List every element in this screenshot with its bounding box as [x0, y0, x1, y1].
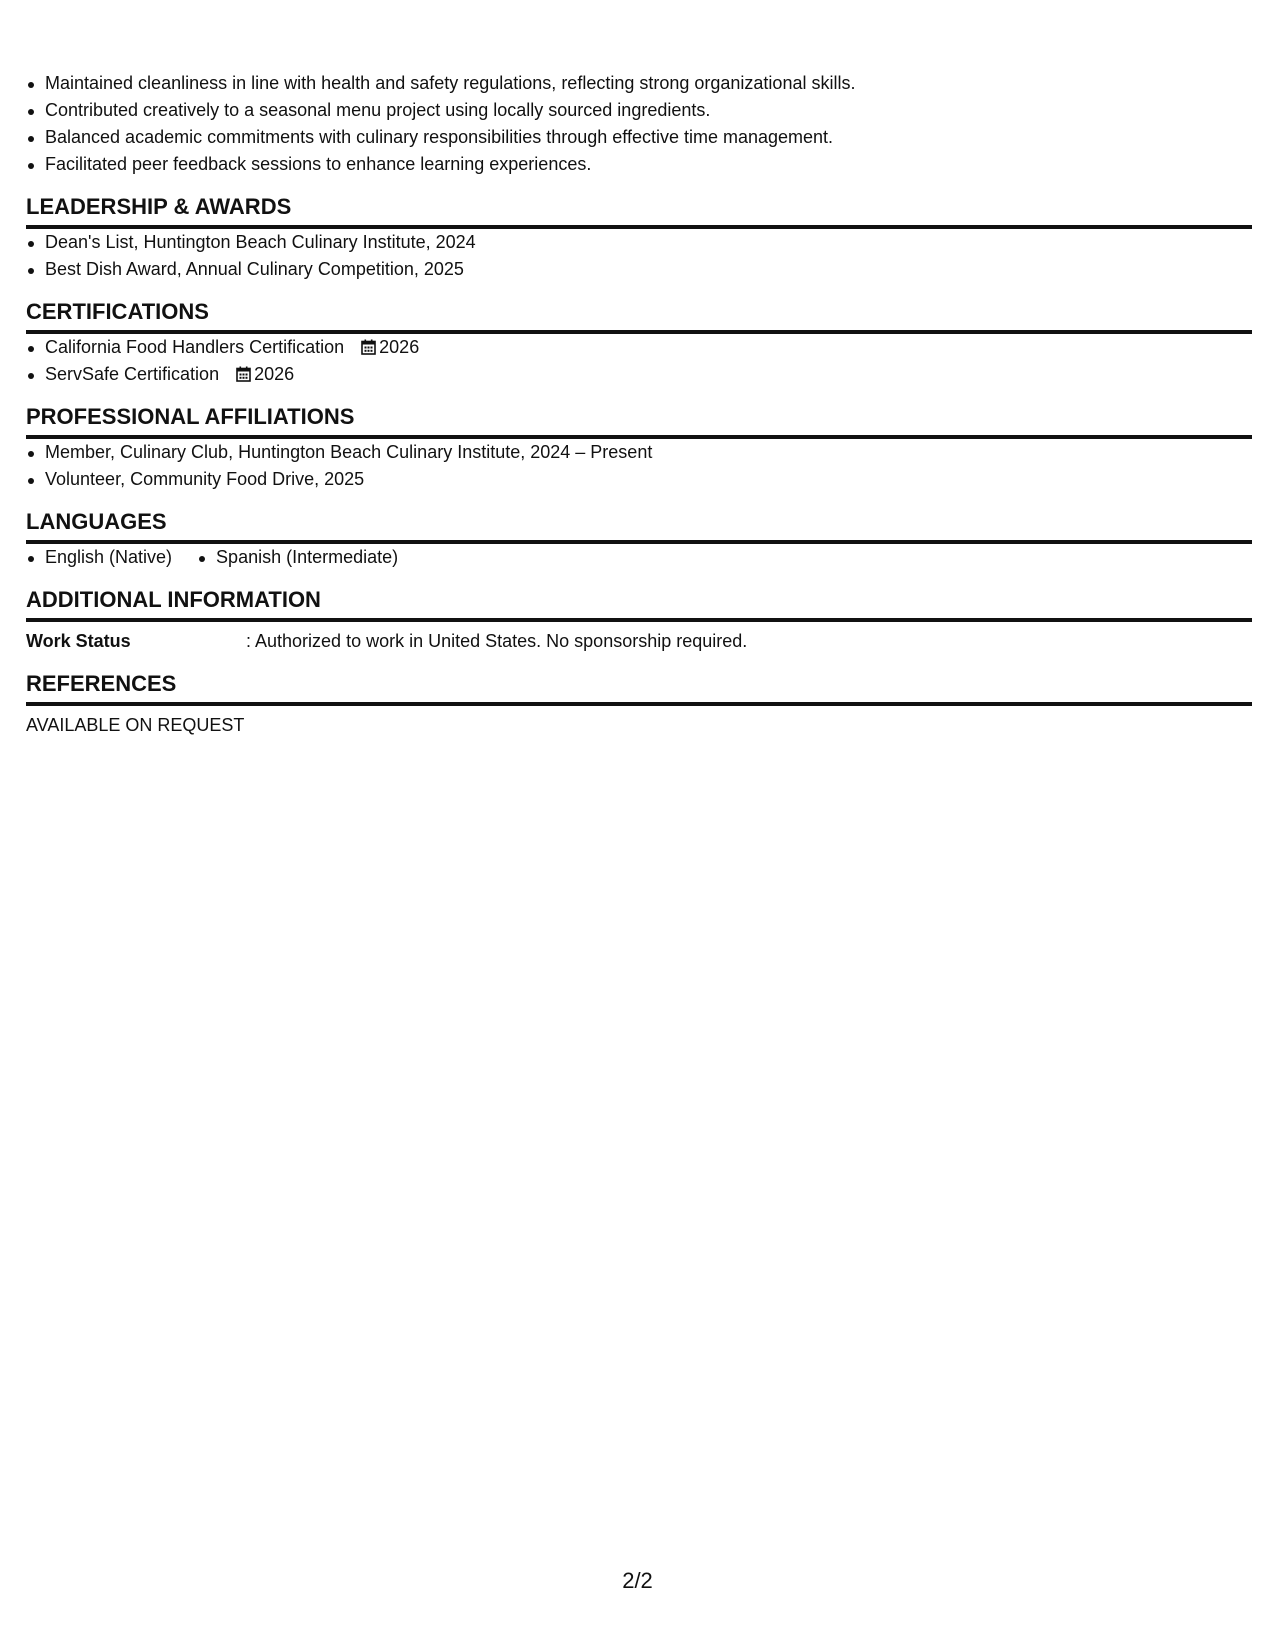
list-item: Facilitated peer feedback sessions to enhance learning experiences.: [26, 151, 1252, 178]
additional-info-section: [26, 585, 1252, 655]
references-text: AVAILABLE ON REQUEST: [26, 715, 245, 735]
calendar-icon: [236, 366, 251, 382]
work-status-value: : Authorized to work in United States. No sponsorship required.: [246, 631, 748, 651]
list-item: Member, Culinary Club, Huntington Beach Culinary Institute, 2024 – Present: [26, 439, 1252, 466]
list-item: Best Dish Award, Annual Culinary Competition, 2025: [26, 256, 1252, 283]
certifications-section: [26, 297, 1252, 388]
experience-continued-list: [26, 70, 1252, 178]
leadership-section: [26, 192, 1252, 283]
list-item: Maintained cleanliness in line with health and safety regulations, reflecting strong organizational skills.: [26, 70, 1252, 97]
list-item: Spanish (Intermediate): [197, 544, 398, 571]
certifications-list: [26, 334, 1252, 388]
section-title-additional: ADDITIONAL INFORMATION: [26, 585, 1252, 622]
list-item: Contributed creatively to a seasonal menu project using locally sourced ingredients.: [26, 97, 1252, 124]
list-item: English (Native): [26, 544, 172, 571]
work-status-label: Work Status: [26, 631, 131, 651]
section-title-leadership: LEADERSHIP & AWARDS: [26, 192, 1252, 229]
languages-list: [26, 544, 1252, 571]
list-item: Dean's List, Huntington Beach Culinary Institute, 2024: [26, 229, 1252, 256]
certification-name: California Food Handlers Certification: [45, 337, 345, 357]
certification-name: ServSafe Certification: [45, 364, 220, 384]
list-item: Volunteer, Community Food Drive, 2025: [26, 466, 1252, 493]
certification-year: 2026: [254, 364, 295, 384]
section-title-references: REFERENCES: [26, 669, 1252, 706]
leadership-list: [26, 229, 1252, 283]
section-title-affiliations: PROFESSIONAL AFFILIATIONS: [26, 402, 1252, 439]
calendar-icon: [361, 339, 376, 355]
affiliations-list: [26, 439, 1252, 493]
affiliations-section: [26, 402, 1252, 493]
list-item: [26, 334, 1252, 361]
languages-section: [26, 507, 1252, 571]
list-item: Balanced academic commitments with culinary responsibilities through effective time management.: [26, 124, 1252, 151]
references-section: [26, 669, 1252, 739]
resume-page: [26, 70, 1252, 739]
work-status-row: [26, 628, 1252, 655]
section-title-languages: LANGUAGES: [26, 507, 1252, 544]
list-item: [26, 361, 1252, 388]
section-title-certifications: CERTIFICATIONS: [26, 297, 1252, 334]
certification-year: 2026: [379, 337, 420, 357]
page-number: 2/2: [622, 1568, 653, 1593]
